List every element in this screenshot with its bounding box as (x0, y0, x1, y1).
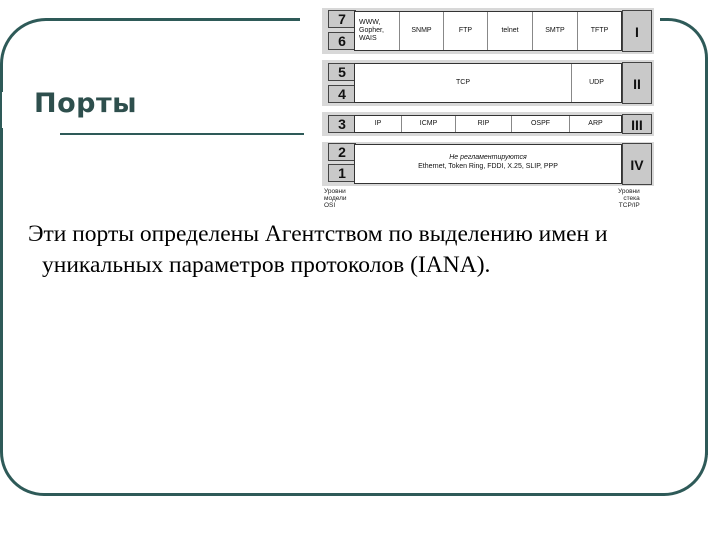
protocol-rip: RIP (455, 116, 511, 132)
slide-frame-right (705, 60, 708, 455)
osi-level-7: 7 (328, 10, 356, 28)
protocol-tftp: TFTP (577, 12, 621, 50)
protocol-tcp: TCP (456, 79, 470, 86)
slide-frame-top-right (660, 18, 708, 66)
osi-level-5: 5 (328, 63, 356, 81)
protocol-www: WWW, Gopher, WAIS (359, 19, 384, 42)
protocol-smtp: SMTP (532, 12, 577, 50)
osi-level-2: 2 (328, 143, 356, 161)
tcpip-caption: Уровни стека TCP/IP (618, 188, 640, 209)
protocol-arp: ARP (569, 116, 621, 132)
protocol-stack-diagram (318, 2, 658, 212)
protocol-telnet: telnet (487, 12, 532, 50)
band-application (354, 11, 622, 51)
osi-caption: Уровни модели OSI (324, 188, 347, 209)
link-note: Не регламентируются (449, 154, 527, 161)
slide-title: Порты (34, 88, 138, 119)
slide-frame-left (0, 190, 3, 445)
band-transport (354, 63, 622, 103)
link-protocols: Ethernet, Token Ring, FDDI, X.25, SLIP, PPP (418, 163, 558, 170)
slide-frame-bottom (0, 410, 708, 496)
protocol-udp: UDP (571, 64, 621, 102)
osi-level-6: 6 (328, 32, 356, 50)
protocol-icmp: ICMP (401, 116, 455, 132)
tcpip-level-4: IV (622, 143, 652, 185)
tcpip-level-2: II (622, 62, 652, 104)
osi-level-1: 1 (328, 164, 356, 182)
protocol-snmp: SNMP (399, 12, 443, 50)
tcpip-level-3: III (622, 114, 652, 134)
osi-level-3: 3 (328, 115, 356, 133)
tcpip-level-1: I (622, 10, 652, 52)
osi-level-4: 4 (328, 85, 356, 103)
band-network (354, 115, 622, 133)
protocol-ip: IP (374, 120, 382, 127)
band-link (354, 144, 622, 184)
protocol-ftp: FTP (443, 12, 487, 50)
protocol-ospf: OSPF (511, 116, 569, 132)
slide-body-text: Эти порты определены Агентством по выделению имен и уникальных параметров протоколов (IANA). (28, 221, 608, 278)
title-underline (60, 133, 304, 135)
